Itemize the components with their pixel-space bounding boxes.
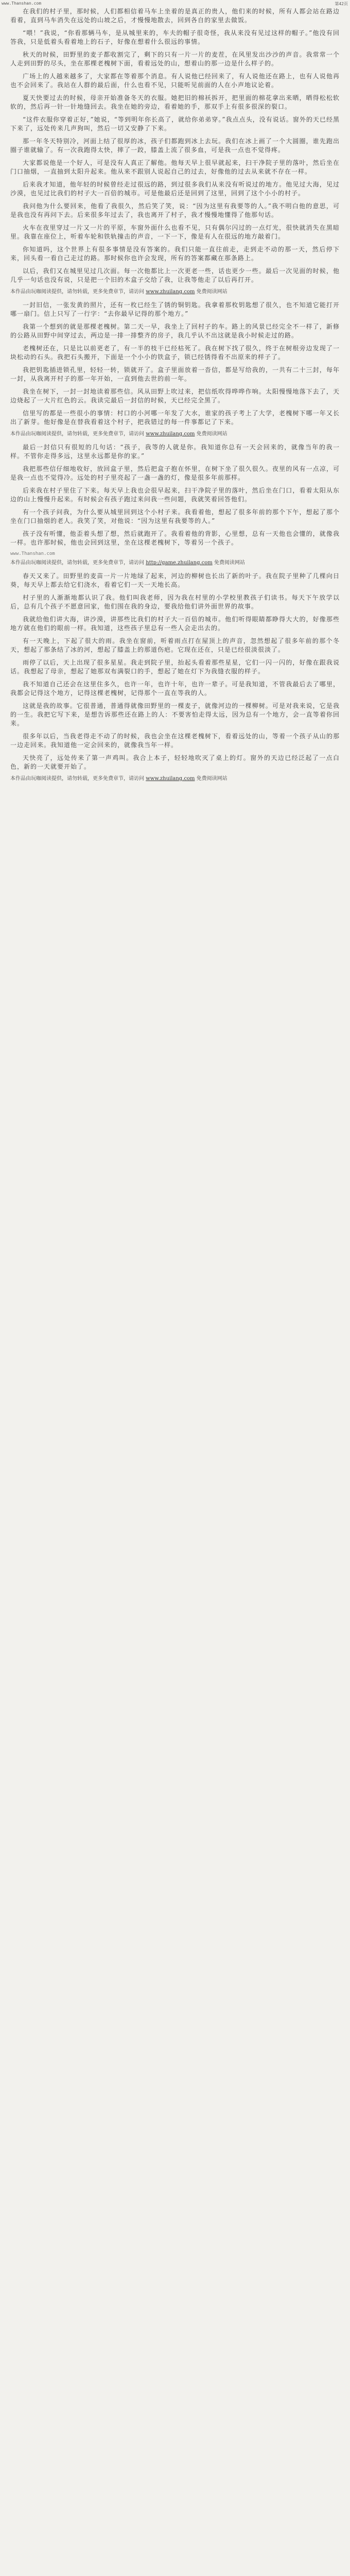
paragraph: 我不知道自己还会在这里住多久，也许一年，也许十年，也许一辈子。可是我知道，不管我最后去了哪里，我都会记得这个地方，记得这棵老槐树，记得那个一直在等我的人。: [10, 681, 340, 697]
paragraph: 信里写的都是一些很小的事情：村口的小河哪一年发了大水，谁家的孩子考上了大学，老槐树下哪一年又长出了新芽。他好像是在替我看着这个村子，把我错过的每一件事都记了下来。: [10, 410, 340, 426]
paragraph: 你知道吗，这个世界上有很多事情是没有答案的。我们只能一直往前走，走到走不动的那一天，然后停下来，回头看一看自己走过的路。那时候你也许会发现，所有的答案都藏在那条路上。: [10, 246, 340, 262]
paragraph-group-1: [10, 7, 340, 284]
notice-tail: 免费阅读网站: [196, 776, 227, 782]
paragraph: 春天又来了。田野里的麦苗一片一片地绿了起来，河边的柳树也长出了新的叶子。我在院子里种了几棵向日葵，每天早上都去给它们浇水，看着它们一天一天地长高。: [10, 572, 340, 588]
paragraph: 我第一个想到的就是那棵老槐树。第二天一早，我坐上了回村子的车。路上的风景已经完全不一样了，新修的公路从田野中间穿过去，两边是一排一排整齐的房子，我几乎认不出这就是我小时候走过的路。: [10, 323, 340, 339]
paragraph: 那一年冬天特别冷，河面上结了很厚的冰，孩子们都跑到冰上去玩。我们在冰上画了一个大圆圈，谁先跑出圈子谁就输了。有一次我跑得太快，摔了一跤，膝盖上流了很多血，可是我一点也不觉得疼。: [10, 138, 340, 154]
paragraph: 夏天快要过去的时候，母亲开始准备冬天的衣服。她把旧的棉袄拆开，把里面的棉花拿出来晒，晒得松松软软的，然后再一针一针地缝回去。我坐在她的旁边，看着她的手，那双手上有很多很深的裂口。: [10, 94, 340, 110]
paragraph: 广场上的人越来越多了，大家都在等着那个消息。有人说他已经回来了，有人说他还在路上，也有人说他再也不会回来了。我站在人群的最后面，什么也看不见，只能听见前面的人在小声地议论着。: [10, 73, 340, 89]
paragraph: 老槐树还在，只是比以前更老了，有一半的枝干已经枯死了。我在树下找了很久，终于在树根旁边发现了一块松动的石头。我把石头搬开，下面是一个小小的铁盒子，锁已经锈得看不出原来的样子了。: [10, 345, 340, 361]
site-url-divider[interactable]: www.Thanshan.com: [10, 551, 55, 556]
notice-link[interactable]: www.zhuilang.com: [146, 431, 195, 437]
paragraph: “这件衣服你穿着正好，”她说，“等到明年你长高了，就给你弟弟穿。”我点点头，没有说话。窗外的天已经黑下来了，远处传来几声狗叫，然后一切又安静了下来。: [10, 116, 340, 132]
paragraph: 后来我在村子里住了下来。每天早上我也会很早起来，扫干净院子里的落叶，然后坐在门口，看着太阳从东边的山上慢慢升起来。有时候会有孩子跑过来问我一些问题，我就笑着回答他们。: [10, 487, 340, 503]
paragraph-group-2: [10, 301, 340, 427]
copyright-notice: [10, 431, 340, 438]
notice-link[interactable]: www.zhuilang.com: [146, 776, 195, 782]
notice-text: 本作品由玩咖阅读提供，请勿转载，更多免费章节，请访问: [10, 289, 144, 295]
notice-text: 本作品由玩咖阅读提供，请勿转载，更多免费章节，请访问: [10, 560, 144, 566]
article-body: [10, 7, 340, 788]
paragraph: 秋天的时候，田野里的麦子都收割完了，剩下的只有一片一片的麦茬，在风里发出沙沙的声音。我常常一个人走到田野的尽头，坐在那棵老槐树下面，看着远处的山，想着山的那一边是什么样子的。: [10, 51, 340, 67]
notice-link[interactable]: http://game.zhuilang.com: [146, 560, 213, 566]
site-url[interactable]: www.Thanshan.com: [2, 1, 42, 6]
paragraph: 孩子没有听懂，他歪着头想了想，然后就跑开了。我看着他的背影，心里想，总有一天他也会懂的，就像我一样。也许那时候，他也会回到这里，坐在这棵老槐树下，等着另一个孩子。: [10, 530, 340, 546]
paragraph: 我问他为什么要回来，他看了我很久，然后笑了笑，说：“因为这里有我要等的人。”我不明白他的意思，可是我也没有再问下去。后来很多年过去了，我也离开了村子，我才慢慢地懂得了他那句话。: [10, 202, 340, 218]
paragraph: 有一天晚上，下起了很大的雨。我坐在窗前，听着雨点打在屋顶上的声音，忽然想起了很多年前的那个冬天，想起了那条结了冰的河，想起了膝盖上的那道伤疤。它现在还在，只是已经很淡很淡了。: [10, 637, 340, 653]
paragraph: 我就给他们讲大海，讲沙漠，讲那些比我们的村子大一百倍的城市。他们听得眼睛都睁得大大的，好像那些地方就在他们的眼前一样。我知道，这些孩子里总有一些人会走出去的。: [10, 616, 340, 632]
paragraph: 天快亮了，远处传来了第一声鸡叫。我合上本子，轻轻地吹灭了桌上的灯。窗外的天边已经泛起了一点白色，新的一天就要开始了。: [10, 754, 340, 770]
paragraph: 最后一封信只有很短的几句话：“孩子，我等的人就是你。我知道你总有一天会回来的，就像当年的我一样。不管你走得多远，这里永远都是你的家。”: [10, 444, 340, 460]
notice-tail: 免费阅读网站: [196, 289, 227, 295]
paragraph: 以后，我们又在城里见过几次面。每一次他都比上一次更老一些，话也更少一些。最后一次见面的时候，他几乎一句话也没有说，只是把一个旧的木盒子交给了我，让我等他走了以后再打开。: [10, 267, 340, 283]
notice-link[interactable]: www.zhuilang.com: [146, 289, 195, 295]
paragraph: 在我们的村子里，那时候，人们都相信着马车上坐着的是真正的贵人，他们来的时候，所有人都会站在路边看着，直到马车消失在远处的山坡之后，才慢慢地散去，回到各自的家里去做饭。: [10, 8, 340, 24]
paragraph: “喂！”我说，“你看那辆马车，是从城里来的，车夫的帽子很奇怪，我从来没有见过这样的帽子。”他没有回答我，只是低着头看着地上的石子，好像在想着什么很远的事情。: [10, 29, 340, 45]
paragraph: 很多年以后，当我老得走不动了的时候，我也会坐在这棵老槐树下，看着远处的山，等着一个孩子从山的那一边走回来。我知道他一定会回来的，就像我当年一样。: [10, 733, 340, 749]
copyright-notice: [10, 775, 340, 783]
notice-tail: 免费阅读网站: [196, 431, 227, 437]
paragraph: 火车在夜里穿过一片又一片的平原，车窗外面什么也看不见，只有偶尔闪过的一点灯光，很快就消失在黑暗里。我靠在座位上，听着车轮和铁轨撞击的声音，一下一下，像是有人在很远的地方敲着门。: [10, 224, 340, 240]
copyright-notice: [10, 560, 340, 567]
paragraph: 这就是我的故事。它很普通，普通得就像田野里的一棵麦子，就像河边的一棵柳树。可是对我来说，它是我的一生。我把它写下来，是想告诉那些还在路上的人：不要害怕走得太远，因为总有一个地方，会一直等着你回来。: [10, 702, 340, 727]
paragraph: 后来我才知道，他年轻的时候曾经走过很远的路，到过很多我们从来没有听说过的地方。他见过大海，见过沙漠，也见过比我们的村子大一百倍的城市。可是他最后还是回到了这里，回到了这个小小的村子。: [10, 181, 340, 197]
notice-text: 本作品由玩咖阅读提供，请勿转载，更多免费章节，请访问: [10, 776, 144, 782]
paragraph: 一封旧信，一张发黄的照片，还有一枚已经生了锈的铜钥匙。我拿着那枚钥匙想了很久，也不知道它能打开哪一扇门。信上只写了一行字：“去你最早记得的那个地方。”: [10, 301, 340, 317]
paragraph-group-4: [10, 572, 340, 771]
notice-tail: 免费阅读网站: [214, 560, 245, 566]
paragraph: 我把那些信仔细地收好，放回盒子里，然后把盒子抱在怀里，在树下坐了很久很久。夜里的风有一点凉，可是我一点也不觉得冷。远处的村子里亮起了一盏一盏的灯，像是很多年前那样。: [10, 465, 340, 481]
top-bar: [0, 0, 350, 7]
paragraph: 有一个孩子问我，为什么要从城里回到这个小村子来。我看着他，想起了很多年前的那个下午，想起了那个坐在门口抽烟的老人。我笑了笑，对他说：“因为这里有我要等的人。”: [10, 509, 340, 524]
paragraph: 我坐在树下，一封一封地读着那些信。风从田野上吹过来，把信纸吹得哗哗作响。太阳慢慢地落下去了，天边烧起了一大片红色的云。我读完最后一封信的时候，天已经完全黑了。: [10, 388, 340, 404]
paragraph-group-3: [10, 443, 340, 547]
paragraph: 村子里的人渐渐地都认识了我。他们叫我老师，因为我在村里的小学校里教孩子们读书。每天下午放学以后，总有几个孩子不愿意回家，他们围在我的身边，要我给他们讲外面世界的故事。: [10, 594, 340, 610]
paragraph: 我把钥匙插进锁孔里，轻轻一转，锁就开了。盒子里面放着一沓信，都是写给我的，一共有二十三封，每年一封，从我离开村子的那一年开始，一直到他去世的前一年。: [10, 366, 340, 382]
page-number: 第42页: [335, 2, 348, 6]
notice-text: 本作品由玩咖阅读提供，请勿转载，更多免费章节，请访问: [10, 431, 144, 437]
paragraph: 大家都说他是一个好人，可是没有人真正了解他。他每天早上很早就起来，扫干净院子里的落叶，然后坐在门口抽烟，一直抽到太阳升起来。他从来不跟别人说起自己的过去，好像他的过去从来就不存在一样。: [10, 159, 340, 175]
copyright-notice: [10, 289, 340, 296]
paragraph: 雨停了以后，天上出现了很多星星。我走到院子里，抬起头看着那些星星，它们一闪一闪的，好像在跟我说话。我想起了母亲，想起了她那双布满裂口的手，想起了她在灯下为我缝衣服的样子。: [10, 659, 340, 675]
